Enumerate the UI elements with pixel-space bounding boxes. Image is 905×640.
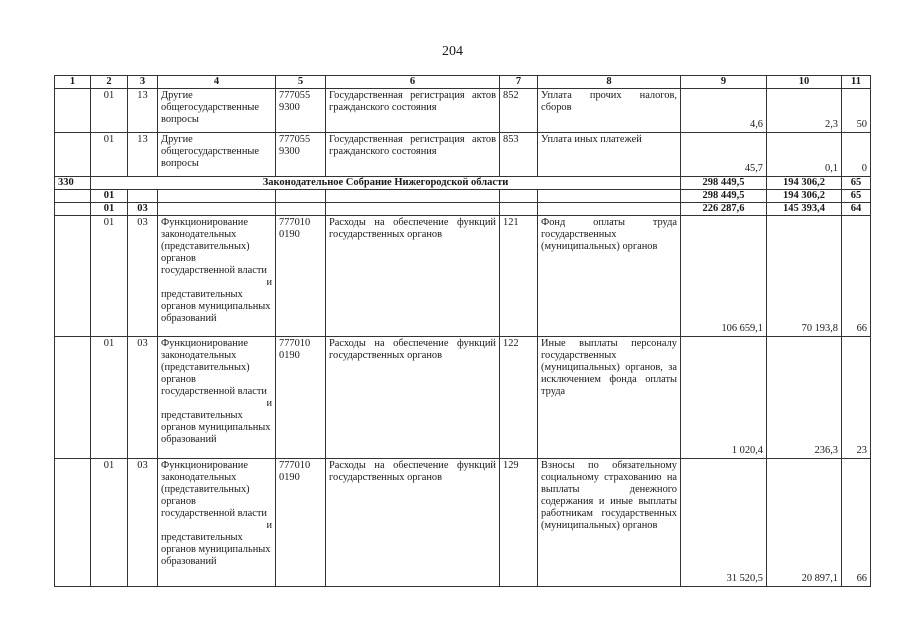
expense-type-name: Фонд оплаты труда государственных (муниципальных) органов	[538, 216, 681, 337]
planned-amount: 298 449,5	[681, 190, 767, 203]
col-header: 3	[128, 76, 158, 89]
table-row	[55, 216, 871, 337]
col-header: 4	[158, 76, 276, 89]
planned-amount: 1 020,4	[681, 337, 767, 459]
expense-type-code: 122	[500, 337, 538, 459]
executed-amount: 236,3	[767, 337, 842, 459]
planned-amount: 4,6	[681, 89, 767, 133]
executed-amount: 145 393,4	[767, 203, 842, 216]
percent-executed: 50	[842, 89, 871, 133]
executed-amount: 194 306,2	[767, 190, 842, 203]
page-number: 204	[442, 44, 463, 59]
subsection-name: Функционирование законодательных (представительных) органов государственной власти и представительных органов муниципальных образований	[158, 337, 276, 459]
planned-amount: 31 520,5	[681, 459, 767, 587]
percent-executed: 66	[842, 459, 871, 587]
planned-amount: 106 659,1	[681, 216, 767, 337]
target-code: 777010 0190	[276, 337, 326, 459]
target-code: 777055 9300	[276, 133, 326, 177]
section-code: 01	[91, 337, 128, 459]
col-header: 1	[55, 76, 91, 89]
subsection-name: Другие общегосударственные вопросы	[158, 89, 276, 133]
section-code: 01	[91, 133, 128, 177]
executed-amount: 20 897,1	[767, 459, 842, 587]
col-header: 11	[842, 76, 871, 89]
subsection-code: 03	[128, 203, 158, 216]
subsection-code: 13	[128, 133, 158, 177]
percent-executed: 64	[842, 203, 871, 216]
planned-amount: 45,7	[681, 133, 767, 177]
target-name: Расходы на обеспечение функций государственных органов	[326, 216, 500, 337]
percent-executed: 23	[842, 337, 871, 459]
executed-amount: 194 306,2	[767, 177, 842, 190]
target-name: Государственная регистрация актов гражданского состояния	[326, 89, 500, 133]
col-header: 2	[91, 76, 128, 89]
percent-executed: 0	[842, 133, 871, 177]
section-code: 01	[91, 459, 128, 587]
expense-type-code: 121	[500, 216, 538, 337]
col-header: 6	[326, 76, 500, 89]
col-header: 8	[538, 76, 681, 89]
department-code: 330	[55, 177, 91, 190]
subtotal-row	[55, 203, 871, 216]
budget-table	[54, 75, 871, 587]
planned-amount: 298 449,5	[681, 177, 767, 190]
subsection-code: 03	[128, 337, 158, 459]
expense-type-code: 853	[500, 133, 538, 177]
expense-type-name: Уплата иных платежей	[538, 133, 681, 177]
subsection-name: Другие общегосударственные вопросы	[158, 133, 276, 177]
section-total-row	[55, 177, 871, 190]
table-row	[55, 459, 871, 587]
expense-type-code: 852	[500, 89, 538, 133]
table-row	[55, 89, 871, 133]
table-row	[55, 133, 871, 177]
col-header: 5	[276, 76, 326, 89]
subsection-name: Функционирование законодательных (представительных) органов государственной власти и представительных органов муниципальных образований	[158, 459, 276, 587]
department-title: Законодательное Собрание Нижегородской области	[91, 177, 681, 190]
expense-type-name: Иные выплаты персоналу государственных (муниципальных) органов, за исключением фонда оплаты труда	[538, 337, 681, 459]
executed-amount: 70 193,8	[767, 216, 842, 337]
target-code: 777010 0190	[276, 216, 326, 337]
col-header: 9	[681, 76, 767, 89]
section-code: 01	[91, 203, 128, 216]
percent-executed: 65	[842, 190, 871, 203]
section-code: 01	[91, 216, 128, 337]
executed-amount: 2,3	[767, 89, 842, 133]
col-header: 10	[767, 76, 842, 89]
planned-amount: 226 287,6	[681, 203, 767, 216]
subsection-code: 03	[128, 216, 158, 337]
col-header: 7	[500, 76, 538, 89]
section-code: 01	[91, 89, 128, 133]
subsection-code: 03	[128, 459, 158, 587]
subtotal-row	[55, 190, 871, 203]
target-name: Расходы на обеспечение функций государственных органов	[326, 459, 500, 587]
target-code: 777055 9300	[276, 89, 326, 133]
expense-type-name: Уплата прочих налогов, сборов	[538, 89, 681, 133]
percent-executed: 65	[842, 177, 871, 190]
executed-amount: 0,1	[767, 133, 842, 177]
percent-executed: 66	[842, 216, 871, 337]
table-row	[55, 337, 871, 459]
expense-type-code: 129	[500, 459, 538, 587]
target-name: Государственная регистрация актов гражданского состояния	[326, 133, 500, 177]
subsection-name: Функционирование законодательных (представительных) органов государственной власти и представительных органов муниципальных образований	[158, 216, 276, 337]
target-name: Расходы на обеспечение функций государственных органов	[326, 337, 500, 459]
header-row	[55, 76, 871, 89]
section-code: 01	[91, 190, 128, 203]
target-code: 777010 0190	[276, 459, 326, 587]
subsection-code: 13	[128, 89, 158, 133]
expense-type-name: Взносы по обязательному социальному страхованию на выплаты денежного содержания и иные выплаты работникам государственных (муниципальных) органов	[538, 459, 681, 587]
